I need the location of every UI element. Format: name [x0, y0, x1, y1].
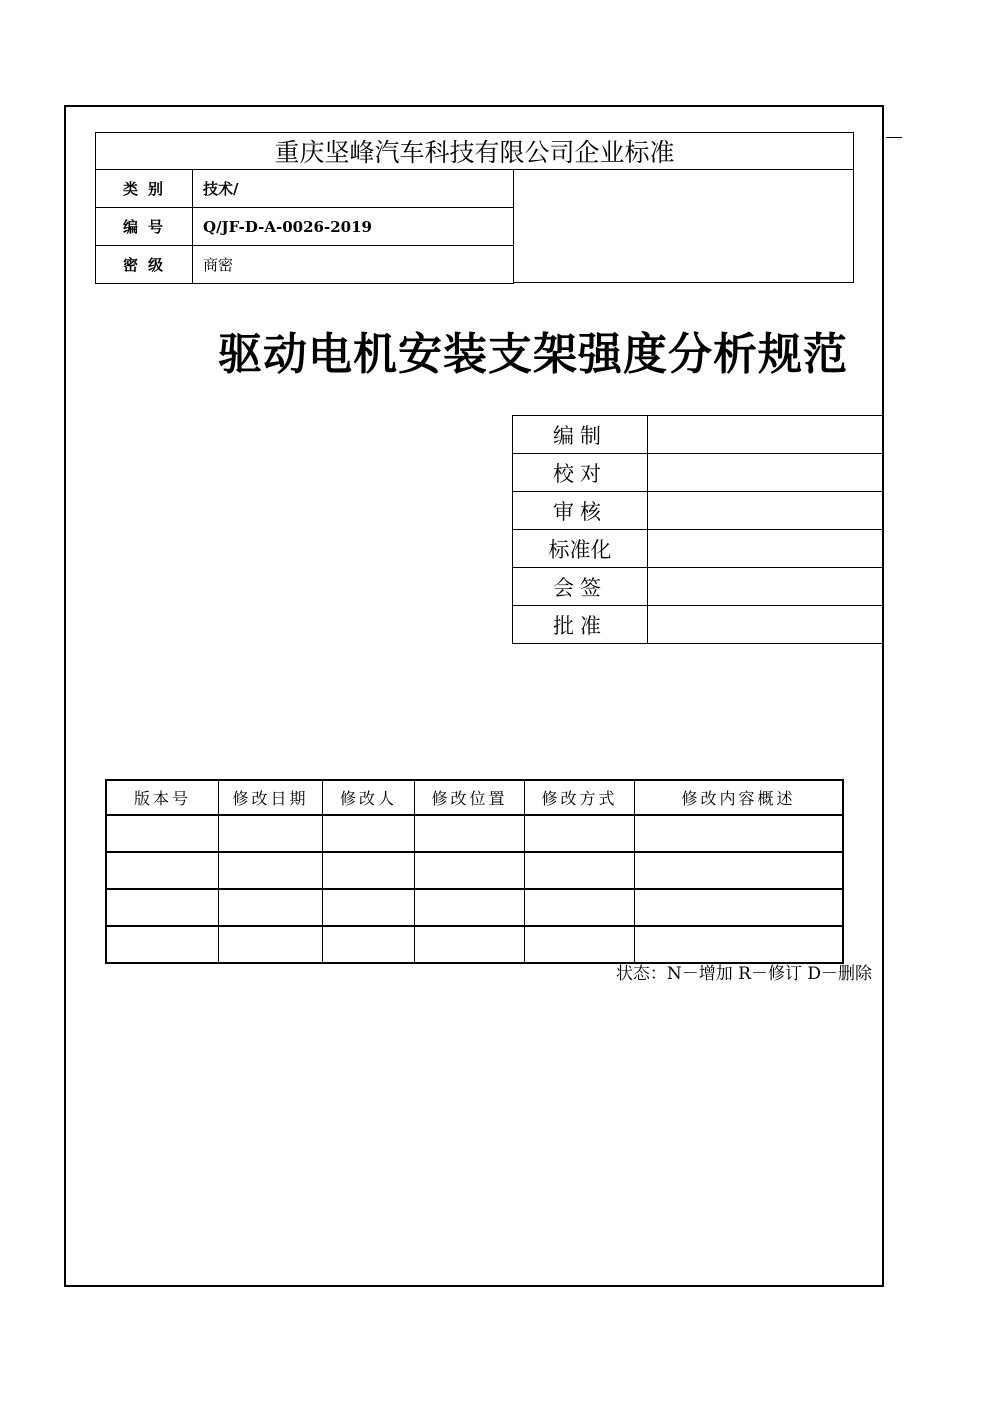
- header-info-table: [95, 169, 514, 284]
- signoff-value: [648, 454, 883, 492]
- col-method: 修改方式: [525, 780, 635, 815]
- status-legend: 状态：N－增加 R－修订 D－删除: [615, 964, 872, 984]
- table-cell: [525, 926, 635, 963]
- signoff-label: 校对: [513, 454, 648, 492]
- security-value: 商密: [193, 246, 514, 284]
- table-cell: [106, 815, 219, 852]
- category-value: 技术/: [193, 170, 514, 208]
- table-cell: [415, 889, 525, 926]
- table-cell: [219, 815, 323, 852]
- table-cell: [219, 889, 323, 926]
- signoff-value: [648, 568, 883, 606]
- table-cell: [525, 889, 635, 926]
- col-date: 修改日期: [219, 780, 323, 815]
- table-cell: [635, 852, 844, 889]
- security-label: 密级: [96, 246, 193, 284]
- table-cell: [323, 926, 415, 963]
- signoff-value: [648, 530, 883, 568]
- company-standard-title: 重庆坚峰汽车科技有限公司企业标准: [95, 132, 854, 170]
- col-summary: 修改内容概述: [635, 780, 844, 815]
- signoff-label: 编制: [513, 416, 648, 454]
- col-author: 修改人: [323, 780, 415, 815]
- col-version: 版本号: [106, 780, 219, 815]
- signoff-label: 批准: [513, 606, 648, 644]
- table-row: [106, 926, 843, 963]
- header-row-security: [96, 246, 514, 284]
- number-label: 编号: [96, 208, 193, 246]
- margin-mark: [886, 137, 902, 138]
- signoff-label: 审核: [513, 492, 648, 530]
- signoff-table: [512, 415, 883, 644]
- signoff-label: 标准化: [513, 530, 648, 568]
- signoff-row: [513, 416, 883, 454]
- signoff-row: [513, 568, 883, 606]
- table-cell: [323, 852, 415, 889]
- table-cell: [106, 852, 219, 889]
- table-row: [106, 815, 843, 852]
- revision-table: [105, 779, 844, 964]
- table-cell: [525, 852, 635, 889]
- header-row-category: [96, 170, 514, 208]
- table-cell: [219, 852, 323, 889]
- document-title: 驱动电机安装支架强度分析规范: [218, 329, 848, 380]
- signoff-row: [513, 492, 883, 530]
- table-cell: [415, 926, 525, 963]
- header-row-number: [96, 208, 514, 246]
- signoff-row: [513, 606, 883, 644]
- signoff-value: [648, 606, 883, 644]
- table-row: [106, 852, 843, 889]
- signoff-value: [648, 416, 883, 454]
- category-label: 类别: [96, 170, 193, 208]
- table-cell: [415, 815, 525, 852]
- table-cell: [323, 815, 415, 852]
- table-cell: [635, 815, 844, 852]
- table-cell: [219, 926, 323, 963]
- table-cell: [635, 889, 844, 926]
- col-location: 修改位置: [415, 780, 525, 815]
- table-cell: [635, 926, 844, 963]
- signoff-label: 会签: [513, 568, 648, 606]
- signoff-row: [513, 454, 883, 492]
- signoff-value: [648, 492, 883, 530]
- table-cell: [106, 926, 219, 963]
- signoff-row: [513, 530, 883, 568]
- table-cell: [323, 889, 415, 926]
- header-blank-box: [513, 169, 854, 283]
- number-value: Q/JF-D-A-0026-2019: [193, 208, 514, 246]
- table-cell: [106, 889, 219, 926]
- table-row: [106, 889, 843, 926]
- table-cell: [415, 852, 525, 889]
- table-cell: [525, 815, 635, 852]
- revision-header-row: [106, 780, 843, 815]
